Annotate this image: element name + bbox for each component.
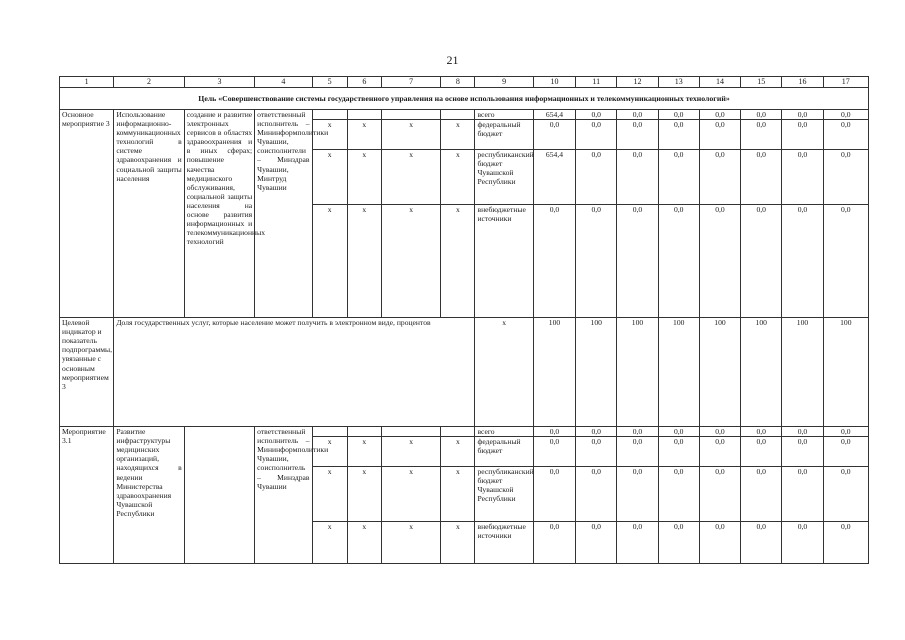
col-number: 2 xyxy=(114,77,184,88)
code-cell: х xyxy=(441,522,475,564)
value-cell: 0,0 xyxy=(658,205,699,318)
value-cell: 100 xyxy=(617,318,658,427)
col-number: 6 xyxy=(347,77,381,88)
code-cell xyxy=(441,427,475,437)
col-number: 16 xyxy=(782,77,823,88)
event-goal-cell xyxy=(184,427,254,564)
value-cell: 100 xyxy=(823,318,868,427)
code-cell: х xyxy=(381,205,440,318)
value-cell: 0,0 xyxy=(658,110,699,120)
code-cell xyxy=(381,110,440,120)
code-cell: х xyxy=(381,522,440,564)
value-cell: 0,0 xyxy=(617,427,658,437)
col-number: 14 xyxy=(699,77,740,88)
value-cell: 0,0 xyxy=(533,437,575,467)
code-cell xyxy=(312,110,347,120)
value-cell: 0,0 xyxy=(782,150,823,205)
code-cell: х xyxy=(312,205,347,318)
value-cell: 654,4 xyxy=(533,150,575,205)
value-cell: 0,0 xyxy=(741,427,782,437)
goal-title: Цель «Совершенствование системы государственного управления на основе использования информационных и телекоммуникационных технологий» xyxy=(60,88,869,110)
col-number: 10 xyxy=(533,77,575,88)
code-cell: х xyxy=(381,437,440,467)
table-row xyxy=(60,110,869,120)
event-name-cell: Развитие инфраструктуры медицинских организаций, находящихся в ведении Министерства здравоохранения Чувашской Республики xyxy=(114,427,184,564)
code-cell: х xyxy=(347,120,381,150)
col-number: 3 xyxy=(184,77,254,88)
indicator-label-cell: Целевой индикатор и показатель подпрограммы, увязанные с основным мероприятием 3 xyxy=(60,318,114,427)
code-cell xyxy=(441,110,475,120)
value-cell: 0,0 xyxy=(533,205,575,318)
code-cell: х xyxy=(347,437,381,467)
event-executor-cell: ответственный исполнитель – Мининформполитики Чувашии, соисполнитель – Минздрав Чувашии xyxy=(255,427,312,564)
value-cell: 0,0 xyxy=(576,467,617,522)
value-cell: 0,0 xyxy=(658,150,699,205)
value-cell: 0,0 xyxy=(576,120,617,150)
value-cell: 0,0 xyxy=(617,522,658,564)
col-number: 9 xyxy=(475,77,533,88)
value-cell: 0,0 xyxy=(699,522,740,564)
col-number: 8 xyxy=(441,77,475,88)
value-cell: 0,0 xyxy=(533,522,575,564)
value-cell: 0,0 xyxy=(533,467,575,522)
value-cell: 100 xyxy=(533,318,575,427)
value-cell: 0,0 xyxy=(617,110,658,120)
value-cell: 0,0 xyxy=(782,467,823,522)
value-cell: 0,0 xyxy=(782,110,823,120)
value-cell: 0,0 xyxy=(658,522,699,564)
value-cell: 0,0 xyxy=(617,150,658,205)
col-number: 1 xyxy=(60,77,114,88)
value-cell: 0,0 xyxy=(617,467,658,522)
col-number: 11 xyxy=(576,77,617,88)
value-cell: 0,0 xyxy=(699,437,740,467)
code-cell: х xyxy=(312,522,347,564)
source-cell: внебюджетные источники xyxy=(475,205,533,318)
value-cell: 0,0 xyxy=(576,437,617,467)
value-cell: 0,0 xyxy=(576,150,617,205)
value-cell: 0,0 xyxy=(533,120,575,150)
value-cell: 0,0 xyxy=(782,522,823,564)
value-cell: 0,0 xyxy=(699,120,740,150)
value-cell: 0,0 xyxy=(658,120,699,150)
source-cell: всего xyxy=(475,427,533,437)
value-cell: 100 xyxy=(699,318,740,427)
col-number: 7 xyxy=(381,77,440,88)
code-cell xyxy=(381,427,440,437)
value-cell: 0,0 xyxy=(823,205,868,318)
code-cell xyxy=(312,427,347,437)
value-cell: 0,0 xyxy=(782,437,823,467)
source-cell: всего xyxy=(475,110,533,120)
code-cell: х xyxy=(312,437,347,467)
value-cell: 0,0 xyxy=(741,110,782,120)
event-executor-cell: ответственный исполнитель – Мининформполитики Чувашии, соисполнители – Минздрав Чувашии, Минтруд Чувашии xyxy=(255,110,312,318)
value-cell: 0,0 xyxy=(741,205,782,318)
value-cell: 0,0 xyxy=(699,467,740,522)
value-cell: 0,0 xyxy=(576,427,617,437)
value-cell: 0,0 xyxy=(823,120,868,150)
code-cell: х xyxy=(347,150,381,205)
code-cell: х xyxy=(381,120,440,150)
value-cell: 0,0 xyxy=(782,427,823,437)
value-cell: 0,0 xyxy=(699,150,740,205)
indicator-row xyxy=(60,318,869,427)
value-cell: 0,0 xyxy=(823,437,868,467)
source-cell: федеральный бюджет xyxy=(475,120,533,150)
code-cell: х xyxy=(441,120,475,150)
code-cell: х xyxy=(347,467,381,522)
value-cell: 0,0 xyxy=(658,427,699,437)
value-cell: 100 xyxy=(741,318,782,427)
value-cell: 0,0 xyxy=(617,205,658,318)
value-cell: 0,0 xyxy=(658,467,699,522)
value-cell: 0,0 xyxy=(823,467,868,522)
col-number: 13 xyxy=(658,77,699,88)
event-name-cell: Использование информационно-коммуникационных технологий в системе здравоохранения и социальной защиты населения xyxy=(114,110,184,318)
value-cell: 0,0 xyxy=(576,110,617,120)
code-cell: х xyxy=(312,150,347,205)
col-number: 15 xyxy=(741,77,782,88)
code-cell: х xyxy=(441,467,475,522)
code-cell: х xyxy=(381,467,440,522)
indicator-text-cell: Доля государственных услуг, которые население может получить в электронном виде, процентов xyxy=(114,318,475,427)
code-cell xyxy=(347,110,381,120)
value-cell: 0,0 xyxy=(617,120,658,150)
goal-row xyxy=(60,88,869,110)
code-cell: х xyxy=(441,205,475,318)
program-table xyxy=(59,76,869,564)
value-cell: 0,0 xyxy=(741,522,782,564)
code-cell: х xyxy=(441,150,475,205)
value-cell: 0,0 xyxy=(823,150,868,205)
value-cell: 0,0 xyxy=(658,437,699,467)
indicator-code-cell: х xyxy=(475,318,533,427)
code-cell: х xyxy=(312,120,347,150)
col-number: 12 xyxy=(617,77,658,88)
page-number: 21 xyxy=(446,53,459,67)
value-cell: 0,0 xyxy=(823,110,868,120)
value-cell: 0,0 xyxy=(741,150,782,205)
code-cell: х xyxy=(347,205,381,318)
col-number: 4 xyxy=(255,77,312,88)
event-type-cell: Основное мероприятие 3 xyxy=(60,110,114,318)
code-cell: х xyxy=(347,522,381,564)
value-cell: 0,0 xyxy=(741,120,782,150)
table-row xyxy=(60,427,869,437)
source-cell: федеральный бюджет xyxy=(475,437,533,467)
value-cell: 0,0 xyxy=(699,110,740,120)
value-cell: 100 xyxy=(658,318,699,427)
source-cell: республиканский бюджет Чувашской Республики xyxy=(475,150,533,205)
code-cell: х xyxy=(381,150,440,205)
value-cell: 0,0 xyxy=(699,205,740,318)
col-number: 17 xyxy=(823,77,868,88)
value-cell: 0,0 xyxy=(741,467,782,522)
code-cell xyxy=(347,427,381,437)
value-cell: 0,0 xyxy=(576,205,617,318)
source-cell: внебюджетные источники xyxy=(475,522,533,564)
value-cell: 0,0 xyxy=(782,120,823,150)
source-cell: республиканский бюджет Чувашской Республики xyxy=(475,467,533,522)
column-numbers-row xyxy=(60,77,869,88)
value-cell: 0,0 xyxy=(617,437,658,467)
col-number: 5 xyxy=(312,77,347,88)
code-cell: х xyxy=(312,467,347,522)
code-cell: х xyxy=(441,437,475,467)
value-cell: 0,0 xyxy=(699,427,740,437)
value-cell: 0,0 xyxy=(823,522,868,564)
value-cell: 0,0 xyxy=(823,427,868,437)
value-cell: 0,0 xyxy=(741,437,782,467)
value-cell: 100 xyxy=(576,318,617,427)
value-cell: 0,0 xyxy=(576,522,617,564)
event-type-cell: Мероприятие 3.1 xyxy=(60,427,114,564)
event-goal-cell: создание и развитие электронных сервисов в областях здравоохранения и в иных сферах; повышение качества медицинского обслуживания, социальной защиты населения на основе развития информационных и телекоммуникационных технологий xyxy=(184,110,254,318)
value-cell: 654,4 xyxy=(533,110,575,120)
value-cell: 100 xyxy=(782,318,823,427)
value-cell: 0,0 xyxy=(782,205,823,318)
value-cell: 0,0 xyxy=(533,427,575,437)
